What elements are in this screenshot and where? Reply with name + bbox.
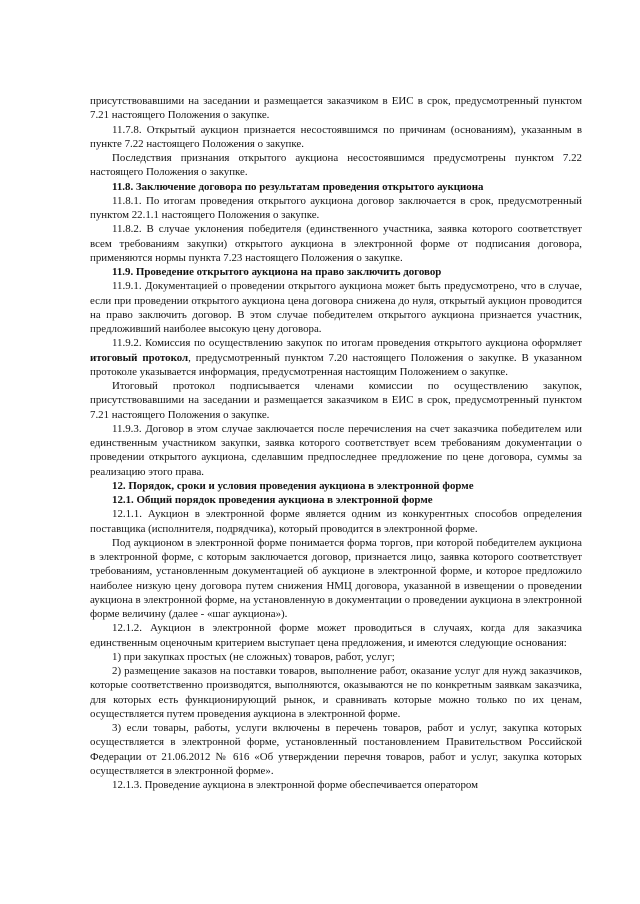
paragraph: Итоговый протокол подписывается членами комиссии по осуществлению закупок, присутствовавшими на заседании и размещается заказчиком в ЕИС в срок, предусмотренный пунктом 7.21 настоящего Положения о закупке. <box>90 380 582 421</box>
paragraph: Последствия признания открытого аукциона несостоявшимся предусмотрены пунктом 7.22 настоящего Положения о закупке. <box>90 152 582 179</box>
paragraph-text: , предусмотренный пунктом 7.20 настоящего Положения о закупке. В указанном протоколе указывается информация, предусмотренная настоящим Положением о закупке. <box>90 351 583 378</box>
section-heading: 12. Порядок, сроки и условия проведения аукциона в электронной форме <box>112 479 474 492</box>
section-heading: 11.9. Проведение открытого аукциона на право заключить договор <box>112 266 442 278</box>
list-item: 1) при закупках простых (не сложных) товаров, работ, услуг; <box>112 650 395 663</box>
paragraph: 11.7.8. Открытый аукцион признается несостоявшимся по причинам (основаниям), указанным в пункте 7.22 настоящего Положения о закупке. <box>90 123 582 150</box>
paragraph: 12.1.2. Аукцион в электронной форме может проводиться в случаях, когда для заказчика единственным оценочным критерием выступает цена предложения, и имеются следующие основания: <box>90 622 582 649</box>
paragraph: присутствовавшими на заседании и размещается заказчиком в ЕИС в срок, предусмотренный пунктом 7.21 настоящего Положения о закупке. <box>90 95 582 122</box>
paragraph: 11.9.1. Документацией о проведении открытого аукциона может быть предусмотрено, что в случае, если при проведении открытого аукциона цена договора снижена до нуля, открытый аукцион проводится на право заключить договор. В этом случае победителем открытого аукциона признается участник, предложивший наиболее высокую цену договора. <box>90 280 582 335</box>
paragraph: 12.1.3. Проведение аукциона в электронной форме обеспечивается оператором <box>112 779 479 791</box>
paragraph: 11.9.3. Договор в этом случае заключается после перечисления на счет заказчика победителем или единственным участником закупки, заявка которого соответствует всем требованиям документации о проведении открытого аукциона, сделавшим предпоследнее предложение по цене договора, суммы за реализацию этого права. <box>90 422 582 478</box>
list-item: 2) размещение заказов на поставки товаров, выполнение работ, оказание услуг для нужд заказчиков, которые соответственно производятся, выполняются, оказываются не по конкретным заявкам заказчика, для которых есть функционирующий рынок, и сравнивать которые можно только по их ценам, осуществляется путем проведения аукциона в электронной форме. <box>90 665 582 720</box>
paragraph <box>90 336 582 379</box>
paragraph-text: 11.9.2. Комиссия по осуществлению закупок по итогам проведения открытого аукциона оформляет <box>112 337 582 350</box>
section-heading: 11.8. Заключение договора по результатам проведения открытого аукциона <box>112 180 484 193</box>
section-heading: 12.1. Общий порядок проведения аукциона в электронной форме <box>112 494 433 506</box>
list-item: 3) если товары, работы, услуги включены в перечень товаров, работ и услуг, закупка которых осуществляется в электронной форме, установленный постановлением Правительством Российской Федерации от 21.06.2012 № 616 «Об утверждении перечня товаров, работ и услуг, закупка которых осуществляется в электронной форме». <box>90 722 582 777</box>
paragraph: Под аукционом в электронной форме понимается форма торгов, при которой победителем аукциона в электронной форме, с которым заключается договор, признается лицо, заявка которого соответствует требованиям, установленным документацией об аукционе в электронной форме, и которое предложило наиболее низкую цену договора путем снижения НМЦ договора, указанной в извещении о проведении аукциона в электронной форме, на установленную в документации о проведении аукциона в электронной форме величину (далее - «шаг аукциона»). <box>90 536 582 620</box>
bold-term: итоговый протокол <box>90 351 189 364</box>
paragraph: 11.8.1. По итогам проведения открытого аукциона договор заключается в срок, предусмотренный пунктом 22.1.1 настоящего Положения о закупке. <box>90 194 582 221</box>
document-body <box>90 94 582 792</box>
paragraph: 12.1.1. Аукцион в электронной форме является одним из конкурентных способов определения поставщика (исполнителя, подрядчика), который проводится в электронной форме. <box>90 508 582 535</box>
paragraph: 11.8.2. В случае уклонения победителя (единственного участника, заявка которого соответствует всем требованиям закупки) открытого аукциона в электронной форме от подписания договора, применяются нормы пункта 7.23 настоящего Положения о закупке. <box>90 223 582 264</box>
